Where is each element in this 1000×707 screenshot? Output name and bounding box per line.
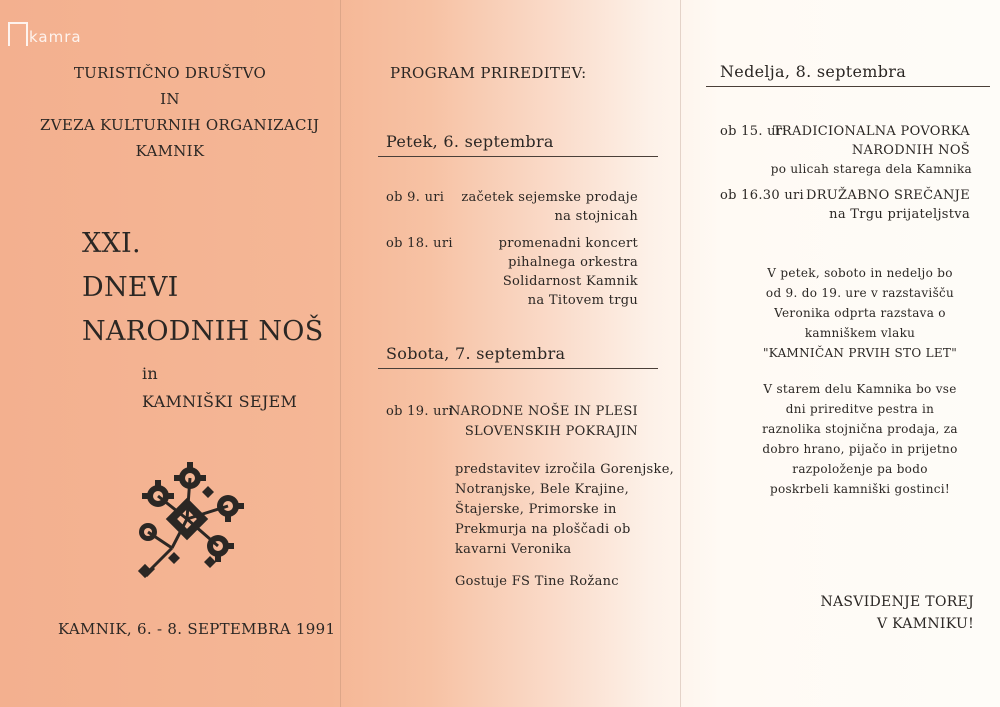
fold-line-left [340,0,341,707]
saturday-event-line-1: NARODNE NOŠE IN PLESI [448,404,638,419]
title-edition: XXI. [82,228,141,259]
market-line-2: dni prireditve pestra in [785,402,935,416]
saturday-event-line-2: SLOVENSKIH POKRAJIN [464,424,638,439]
exhibition-line-4: kamniškem vlaku [804,326,916,340]
watermark: kamra [8,22,82,46]
title-dnevi: DNEVI [82,272,179,303]
saturday-desc-line-1: predstavitev izročila Gorenjske, [455,462,675,477]
saturday-desc-line-3: Štajerske, Primorske in [455,502,617,517]
cover-footer: KAMNIK, 6. - 8. SEPTEMBRA 1991 [58,620,336,638]
sunday-rule [706,86,990,87]
sunday-event-2-line-1: DRUŽABNO SREČANJE [805,188,970,203]
fold-line-right [680,0,681,707]
friday-event-1-line-2: na stojnicah [554,209,638,224]
exhibition-line-5: "KAMNIČAN PRVIH STO LET" [762,346,958,360]
saturday-desc-line-2: Notranjske, Bele Krajine, [455,482,630,497]
sunday-event-1-time: ob 15. uri [720,124,787,139]
friday-event-2-line-3: Solidarnost Kamnik [502,274,638,289]
watermark-logo-icon [8,22,28,46]
market-line-5: razpoloženje pa bodo [792,462,928,476]
carnation-embroidery-icon [132,462,250,580]
sunday-heading: Nedelja, 8. septembra [720,62,907,81]
friday-event-1-time: ob 9. uri [386,190,445,205]
title-in: in [142,364,159,383]
market-line-6: poskrbeli kamniški gostinci! [769,482,951,496]
friday-event-2-line-1: promenadni koncert [498,236,638,251]
friday-event-2-line-2: pihalnega orkestra [508,255,638,270]
friday-heading: Petek, 6. septembra [386,132,554,151]
saturday-heading: Sobota, 7. septembra [386,344,566,363]
saturday-rule [378,368,658,369]
org-line-4: KAMNIK [135,142,205,160]
sunday-event-2-time: ob 16.30 uri [720,188,804,203]
org-line-3: ZVEZA KULTURNIH ORGANIZACIJ [40,116,320,134]
sunday-event-1-line-2: NARODNIH NOŠ [851,143,970,158]
farewell-line-1: NASVIDENJE TOREJ [820,594,974,610]
saturday-event-time: ob 19. uri [386,404,453,419]
exhibition-line-3: Veronika odprta razstava o [774,306,946,320]
market-line-3: raznolika stojnična prodaja, za [762,422,958,436]
friday-rule [378,156,658,157]
org-line-2: IN [160,90,180,108]
friday-event-2-time: ob 18. uri [386,236,453,251]
sunday-event-1-line-1: TRADICIONALNA POVORKA [772,124,970,139]
market-line-1: V starem delu Kamnika bo vse [763,382,957,396]
org-line-1: TURISTIČNO DRUŠTVO [73,64,267,82]
exhibition-line-2: od 9. do 19. ure v razstavišču [765,286,955,300]
market-line-4: dobro hrano, pijačo in prijetno [762,442,958,456]
friday-event-2-line-4: na Titovem trgu [527,293,638,308]
farewell-line-2: V KAMNIKU! [876,616,974,632]
title-sejem: KAMNIŠKI SEJEM [142,392,298,411]
saturday-desc-line-4: Prekmurja na ploščadi ob [455,522,631,537]
program-heading: PROGRAM PRIREDITEV: [390,64,587,82]
sunday-event-2-line-2: na Trgu prijateljstva [829,207,970,222]
saturday-desc-line-5: kavarni Veronika [455,542,572,557]
exhibition-line-1: V petek, soboto in nedeljo bo [767,266,953,280]
saturday-guest: Gostuje FS Tine Rožanc [455,574,619,589]
sunday-event-1-line-3: po ulicah starega dela Kamnika [770,162,972,176]
page-title: NARODNIH NOŠ [82,316,324,347]
friday-event-1-line-1: začetek sejemske prodaje [461,190,638,205]
